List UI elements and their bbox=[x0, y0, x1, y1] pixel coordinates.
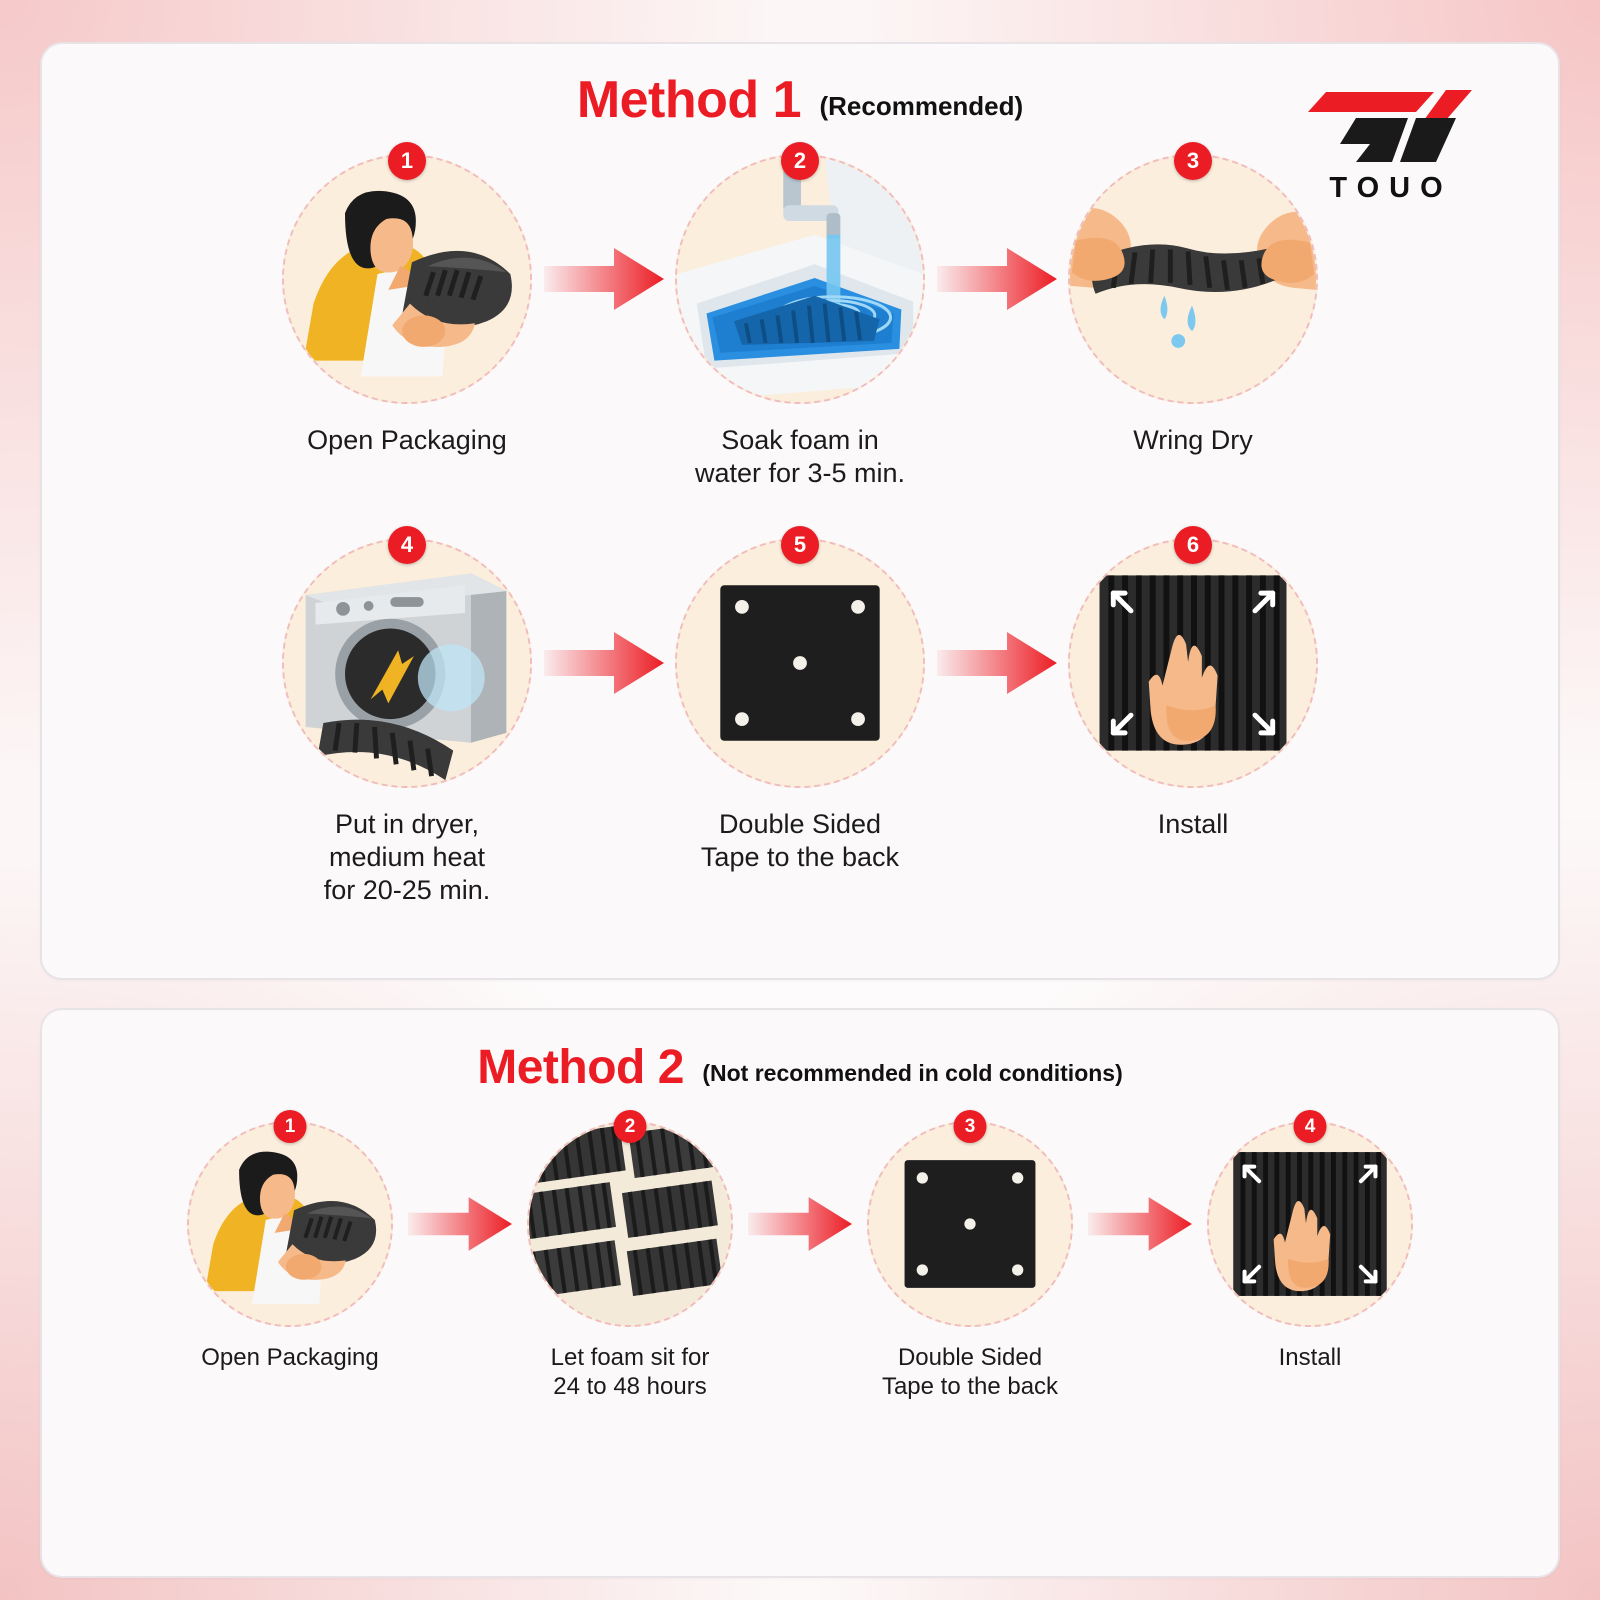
step-badge: 1 bbox=[274, 1110, 307, 1143]
step-bubble bbox=[187, 1121, 393, 1327]
hand-pressing-panel-icon bbox=[1070, 540, 1316, 786]
step-caption: Wring Dry bbox=[1133, 425, 1253, 455]
step-caption-line-3: for 20-25 min. bbox=[323, 874, 491, 905]
step-put-in-dryer bbox=[275, 531, 540, 907]
step-badge: 5 bbox=[781, 526, 819, 564]
flow-arrow bbox=[933, 538, 1061, 788]
step-bubble bbox=[675, 538, 925, 788]
step-illustration-wrap bbox=[187, 1115, 393, 1327]
method-2-subtitle: (Not recommended in cold conditions) bbox=[702, 1060, 1123, 1086]
step-caption-line-1: Double Sided bbox=[897, 1344, 1043, 1371]
method-2-heading bbox=[42, 1010, 1558, 1095]
flow-arrow bbox=[540, 538, 668, 788]
hands-wringing-foam-icon bbox=[1070, 156, 1316, 402]
person-opening-package-icon bbox=[284, 156, 530, 402]
step-illustration-wrap bbox=[867, 1115, 1073, 1327]
step-bubble bbox=[867, 1121, 1073, 1327]
step-badge: 4 bbox=[388, 526, 426, 564]
step-bubble bbox=[282, 538, 532, 788]
step-badge: 3 bbox=[954, 1110, 987, 1143]
step-let-foam-sit bbox=[514, 1115, 746, 1402]
step-illustration-wrap bbox=[527, 1115, 733, 1327]
step-caption bbox=[668, 808, 933, 874]
foam-panel-tape-icon bbox=[869, 1123, 1071, 1325]
step-caption: Install bbox=[1157, 808, 1229, 839]
flow-arrow bbox=[1086, 1121, 1194, 1327]
step-caption bbox=[514, 1343, 746, 1402]
brand-name: TOUO bbox=[1329, 172, 1453, 204]
hand-pressing-panel-icon bbox=[1209, 1123, 1411, 1325]
method-1-panel bbox=[40, 42, 1560, 980]
step-caption-line-1: Double Sided bbox=[718, 808, 882, 839]
step-illustration-wrap bbox=[1207, 1115, 1413, 1327]
step-illustration-wrap bbox=[675, 531, 925, 788]
step-double-sided-tape bbox=[668, 531, 933, 874]
step-bubble bbox=[675, 154, 925, 404]
step-caption-line-1: Let foam sit for bbox=[550, 1344, 710, 1371]
step-open-packaging bbox=[275, 148, 540, 457]
clothes-dryer-icon bbox=[284, 540, 530, 786]
step-caption: Install bbox=[1278, 1344, 1342, 1371]
method-2-row bbox=[42, 1115, 1558, 1402]
method-1-title: Method 1 bbox=[576, 71, 802, 129]
step-badge: 4 bbox=[1294, 1110, 1327, 1143]
step-caption bbox=[275, 808, 540, 907]
step-caption-line-2: water for 3-5 min. bbox=[694, 457, 906, 488]
foam-panels-stack-icon bbox=[529, 1123, 731, 1325]
step-caption-line-1: Put in dryer, bbox=[334, 808, 480, 839]
step-caption-line-2: 24 to 48 hours bbox=[553, 1373, 707, 1401]
step-badge: 2 bbox=[614, 1110, 647, 1143]
method-2-title: Method 2 bbox=[477, 1041, 684, 1094]
flow-arrow bbox=[933, 154, 1061, 404]
step-bubble bbox=[1207, 1121, 1413, 1327]
step-caption bbox=[668, 424, 933, 490]
step-caption: Open Packaging bbox=[307, 425, 507, 455]
step-illustration-wrap bbox=[1068, 148, 1318, 404]
step-bubble bbox=[527, 1121, 733, 1327]
step-caption: Open Packaging bbox=[201, 1344, 379, 1371]
step-install bbox=[1194, 1115, 1426, 1372]
step-illustration-wrap bbox=[1068, 531, 1318, 788]
step-illustration-wrap bbox=[282, 148, 532, 404]
step-caption-line-2: Tape to the back bbox=[881, 1373, 1059, 1401]
flow-arrow bbox=[540, 154, 668, 404]
step-badge: 3 bbox=[1174, 142, 1212, 180]
step-illustration-wrap bbox=[282, 531, 532, 788]
step-bubble bbox=[282, 154, 532, 404]
step-caption bbox=[854, 1343, 1086, 1402]
step-double-sided-tape bbox=[854, 1115, 1086, 1402]
step-wring-dry bbox=[1061, 148, 1326, 457]
flow-arrow bbox=[406, 1121, 514, 1327]
method-1-subtitle: (Recommended) bbox=[819, 90, 1024, 121]
step-caption-line-2: medium heat bbox=[328, 841, 486, 872]
step-badge: 2 bbox=[781, 142, 819, 180]
step-badge: 6 bbox=[1174, 526, 1212, 564]
step-bubble bbox=[1068, 154, 1318, 404]
faucet-sink-soak-icon bbox=[677, 156, 923, 402]
foam-panel-tape-icon bbox=[677, 540, 923, 786]
method-2-panel bbox=[40, 1008, 1560, 1578]
step-soak-foam bbox=[668, 148, 933, 490]
person-opening-package-icon bbox=[189, 1123, 391, 1325]
step-bubble bbox=[1068, 538, 1318, 788]
step-install bbox=[1061, 531, 1326, 841]
step-illustration-wrap bbox=[675, 148, 925, 404]
step-badge: 1 bbox=[388, 142, 426, 180]
step-caption-line-2: Tape to the back bbox=[700, 841, 900, 872]
method-1-row-2 bbox=[42, 531, 1558, 907]
step-caption-line-1: Soak foam in bbox=[721, 425, 879, 455]
flow-arrow bbox=[746, 1121, 854, 1327]
step-open-packaging bbox=[174, 1115, 406, 1372]
